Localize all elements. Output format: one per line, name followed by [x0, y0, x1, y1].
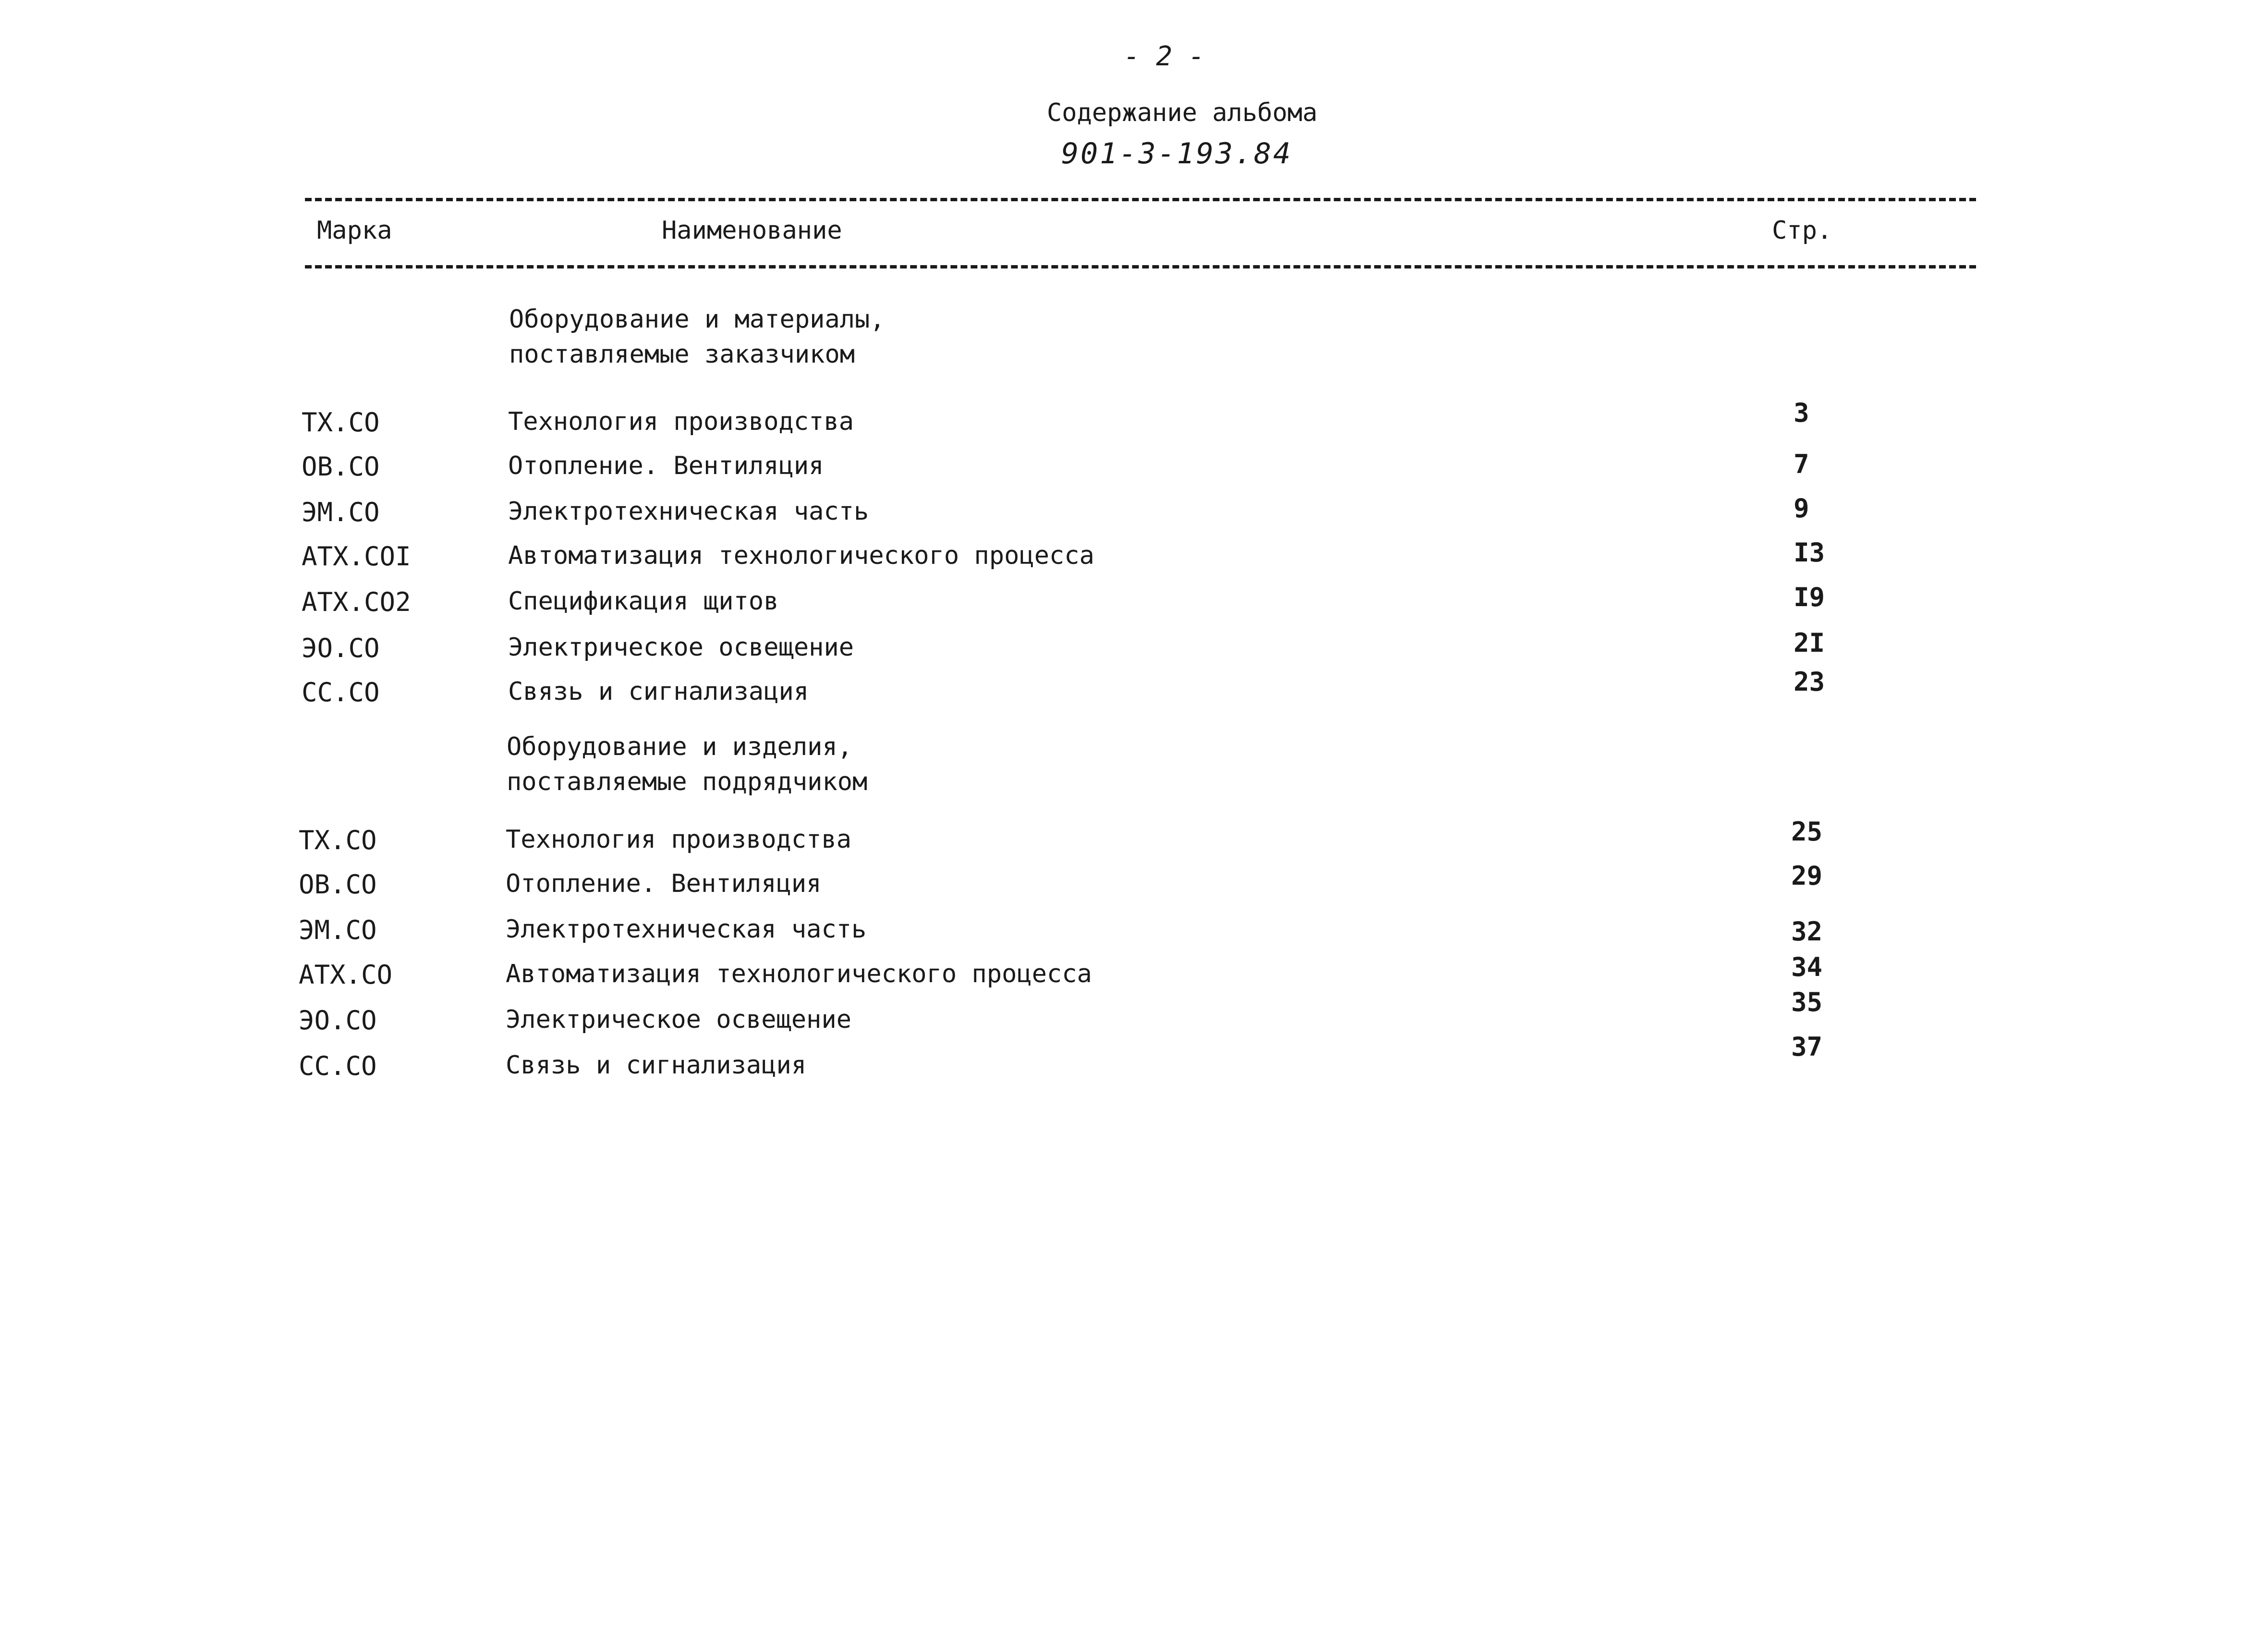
- page-number: - 2 -: [1124, 41, 1205, 72]
- album-code: 901-3-193.84: [1061, 137, 1293, 171]
- table-row-page: 29: [1791, 861, 1823, 891]
- table-row-mark: ТХ.СО: [299, 825, 377, 855]
- table-row-mark: ОВ.СО: [302, 451, 380, 482]
- table-row-name: Связь и сигнализация: [508, 677, 809, 706]
- table-row-mark: ОВ.СО: [299, 869, 377, 900]
- column-header-page: Стр.: [1772, 216, 1832, 245]
- table-row-name: Технология производства: [508, 407, 854, 436]
- table-row-name: Электротехническая часть: [508, 497, 869, 526]
- table-row-page: 2I: [1794, 628, 1825, 658]
- table-row-mark: АТХ.СОI: [302, 541, 411, 572]
- table-row-name: Электротехническая часть: [506, 915, 867, 944]
- table-row-page: 25: [1791, 816, 1823, 847]
- table-row-page: I3: [1794, 537, 1825, 568]
- table-row-page: 9: [1794, 493, 1809, 524]
- table-row-name: Отопление. Вентиляция: [506, 869, 822, 898]
- column-header-mark: Марка: [317, 216, 392, 245]
- header-top-rule: [305, 198, 1976, 201]
- table-row-page: 34: [1791, 952, 1823, 982]
- table-row-page: 7: [1794, 449, 1809, 479]
- table-row-page: 35: [1791, 987, 1823, 1017]
- page-title: Содержание альбома: [1047, 98, 1318, 127]
- table-row-mark: ЭМ.СО: [302, 497, 380, 527]
- section-heading: поставляемые заказчиком: [509, 340, 855, 369]
- table-row-page: 23: [1794, 667, 1825, 697]
- table-row-mark: ЭО.СО: [299, 1005, 377, 1036]
- section-heading: Оборудование и изделия,: [507, 732, 853, 761]
- column-header-name: Наименование: [662, 216, 842, 245]
- section-heading: поставляемые подрядчиком: [507, 768, 868, 796]
- table-row-name: Автоматизация технологического процесса: [506, 960, 1092, 988]
- header-bottom-rule: [305, 265, 1976, 268]
- table-row-name: Связь и сигнализация: [506, 1051, 807, 1080]
- table-row-page: 37: [1791, 1032, 1823, 1062]
- table-row-mark: ЭМ.СО: [299, 915, 377, 945]
- table-row-mark: СС.СО: [299, 1051, 377, 1081]
- table-row-name: Отопление. Вентиляция: [508, 451, 824, 480]
- table-row-name: Спецификация щитов: [508, 587, 779, 616]
- table-row-mark: ТХ.СО: [302, 407, 380, 438]
- table-row-page: 32: [1791, 916, 1823, 947]
- table-row-mark: АТХ.СО2: [302, 587, 411, 617]
- table-row-page: 3: [1794, 398, 1809, 428]
- table-row-mark: АТХ.СО: [299, 960, 393, 990]
- table-row-name: Автоматизация технологического процесса: [508, 541, 1094, 570]
- table-row-mark: ЭО.СО: [302, 633, 380, 663]
- section-heading: Оборудование и материалы,: [509, 305, 885, 334]
- table-row-page: I9: [1794, 582, 1825, 612]
- table-row-name: Технология производства: [506, 825, 852, 854]
- table-row-name: Электрическое освещение: [508, 633, 854, 662]
- table-row-mark: СС.СО: [302, 677, 380, 707]
- table-row-name: Электрическое освещение: [506, 1005, 852, 1034]
